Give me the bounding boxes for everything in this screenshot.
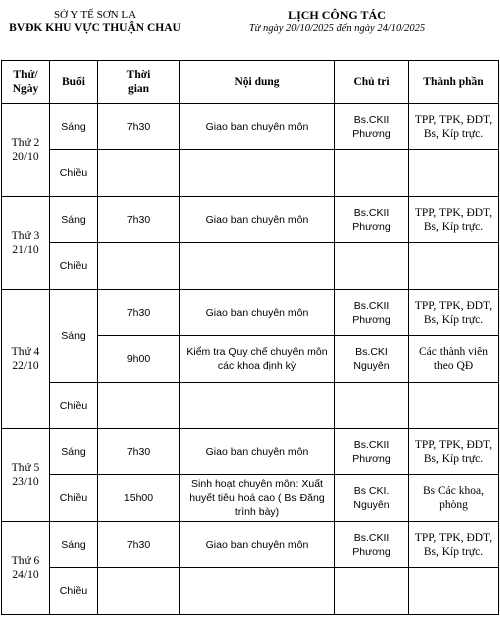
content-cell (180, 150, 335, 197)
column-header-day: Thứ/ Ngày (2, 61, 50, 104)
time-cell: 7h30 (98, 429, 180, 475)
chair-cell (335, 243, 409, 290)
table-row (2, 150, 499, 197)
members-cell (409, 150, 499, 197)
day-cell: Thứ 3 21/10 (2, 197, 50, 290)
chair-cell (335, 150, 409, 197)
time-cell (98, 243, 180, 290)
column-header-session: Buổi (50, 61, 98, 104)
chair-cell: Bs.CKII Phương (335, 522, 409, 568)
table-header-row (2, 61, 499, 104)
organization-header (0, 9, 190, 35)
table-row (2, 290, 499, 336)
time-cell: 7h30 (98, 197, 180, 243)
column-header-chair: Chủ trì (335, 61, 409, 104)
table-row (2, 243, 499, 290)
schedule-title: LỊCH CÔNG TÁC (288, 8, 386, 22)
chair-cell: Bs.CKI Nguyên (335, 336, 409, 383)
table-row (2, 104, 499, 150)
table-row (2, 568, 499, 615)
content-cell: Kiểm tra Quy chế chuyên môn các khoa định kỳ (180, 336, 335, 383)
chair-cell: Bs.CKII Phương (335, 197, 409, 243)
members-cell: TPP, TPK, ĐDT, Bs, Kíp trực. (409, 104, 499, 150)
content-cell: Giao ban chuyên môn (180, 290, 335, 336)
session-morning: Sáng (50, 197, 98, 243)
table-row (2, 383, 499, 429)
day-cell: Thứ 5 23/10 (2, 429, 50, 522)
table-row (2, 522, 499, 568)
content-cell (180, 243, 335, 290)
day-cell: Thứ 4 22/10 (2, 290, 50, 429)
session-afternoon: Chiều (50, 568, 98, 615)
schedule-header (222, 9, 452, 35)
hospital-name: BVĐK KHU VỰC THUẬN CHAU (9, 22, 181, 34)
chair-cell: Bs CKI. Nguyên (335, 475, 409, 522)
members-cell: Các thành viên theo QĐ (409, 336, 499, 383)
time-cell (98, 150, 180, 197)
chair-cell (335, 568, 409, 615)
content-cell (180, 568, 335, 615)
content-cell: Giao ban chuyên môn (180, 197, 335, 243)
session-afternoon: Chiều (50, 475, 98, 522)
members-cell (409, 383, 499, 429)
members-cell: TPP, TPK, ĐDT, Bs, Kíp trực. (409, 429, 499, 475)
department-name: SỞ Y TẾ SƠN LA (53, 9, 137, 21)
day-cell: Thứ 6 24/10 (2, 522, 50, 615)
members-cell (409, 568, 499, 615)
members-cell: Bs Các khoa, phòng (409, 475, 499, 522)
session-afternoon: Chiều (50, 383, 98, 429)
column-header-time: Thời gian (98, 61, 180, 104)
content-cell: Giao ban chuyên môn (180, 104, 335, 150)
table-row (2, 197, 499, 243)
members-cell: TPP, TPK, ĐDT, Bs, Kíp trực. (409, 290, 499, 336)
time-cell: 15h00 (98, 475, 180, 522)
column-header-content: Nội dung (180, 61, 335, 104)
session-morning: Sáng (50, 104, 98, 150)
chair-cell: Bs.CKII Phương (335, 290, 409, 336)
schedule-table (1, 60, 499, 615)
time-cell (98, 383, 180, 429)
time-cell: 7h30 (98, 104, 180, 150)
column-header-members: Thành phần (409, 61, 499, 104)
session-morning: Sáng (50, 290, 98, 383)
schedule-date-range: Từ ngày 20/10/2025 đến ngày 24/10/2025 (248, 23, 426, 34)
session-afternoon: Chiều (50, 243, 98, 290)
chair-cell: Bs.CKII Phương (335, 104, 409, 150)
time-cell: 7h30 (98, 290, 180, 336)
session-afternoon: Chiều (50, 150, 98, 197)
day-cell: Thứ 2 20/10 (2, 104, 50, 197)
members-cell: TPP, TPK, ĐDT, Bs, Kíp trực. (409, 522, 499, 568)
members-cell (409, 243, 499, 290)
content-cell: Giao ban chuyên môn (180, 429, 335, 475)
table-row (2, 429, 499, 475)
content-cell: Sinh hoạt chuyên môn: Xuất huyết tiêu hoá cao ( Bs Đăng trình bày) (180, 475, 335, 522)
session-morning: Sáng (50, 429, 98, 475)
chair-cell (335, 383, 409, 429)
time-cell: 7h30 (98, 522, 180, 568)
time-cell (98, 568, 180, 615)
content-cell (180, 383, 335, 429)
time-cell: 9h00 (98, 336, 180, 383)
chair-cell: Bs.CKII Phương (335, 429, 409, 475)
session-morning: Sáng (50, 522, 98, 568)
members-cell: TPP, TPK, ĐDT, Bs, Kíp trực. (409, 197, 499, 243)
content-cell: Giao ban chuyên môn (180, 522, 335, 568)
table-row (2, 475, 499, 522)
